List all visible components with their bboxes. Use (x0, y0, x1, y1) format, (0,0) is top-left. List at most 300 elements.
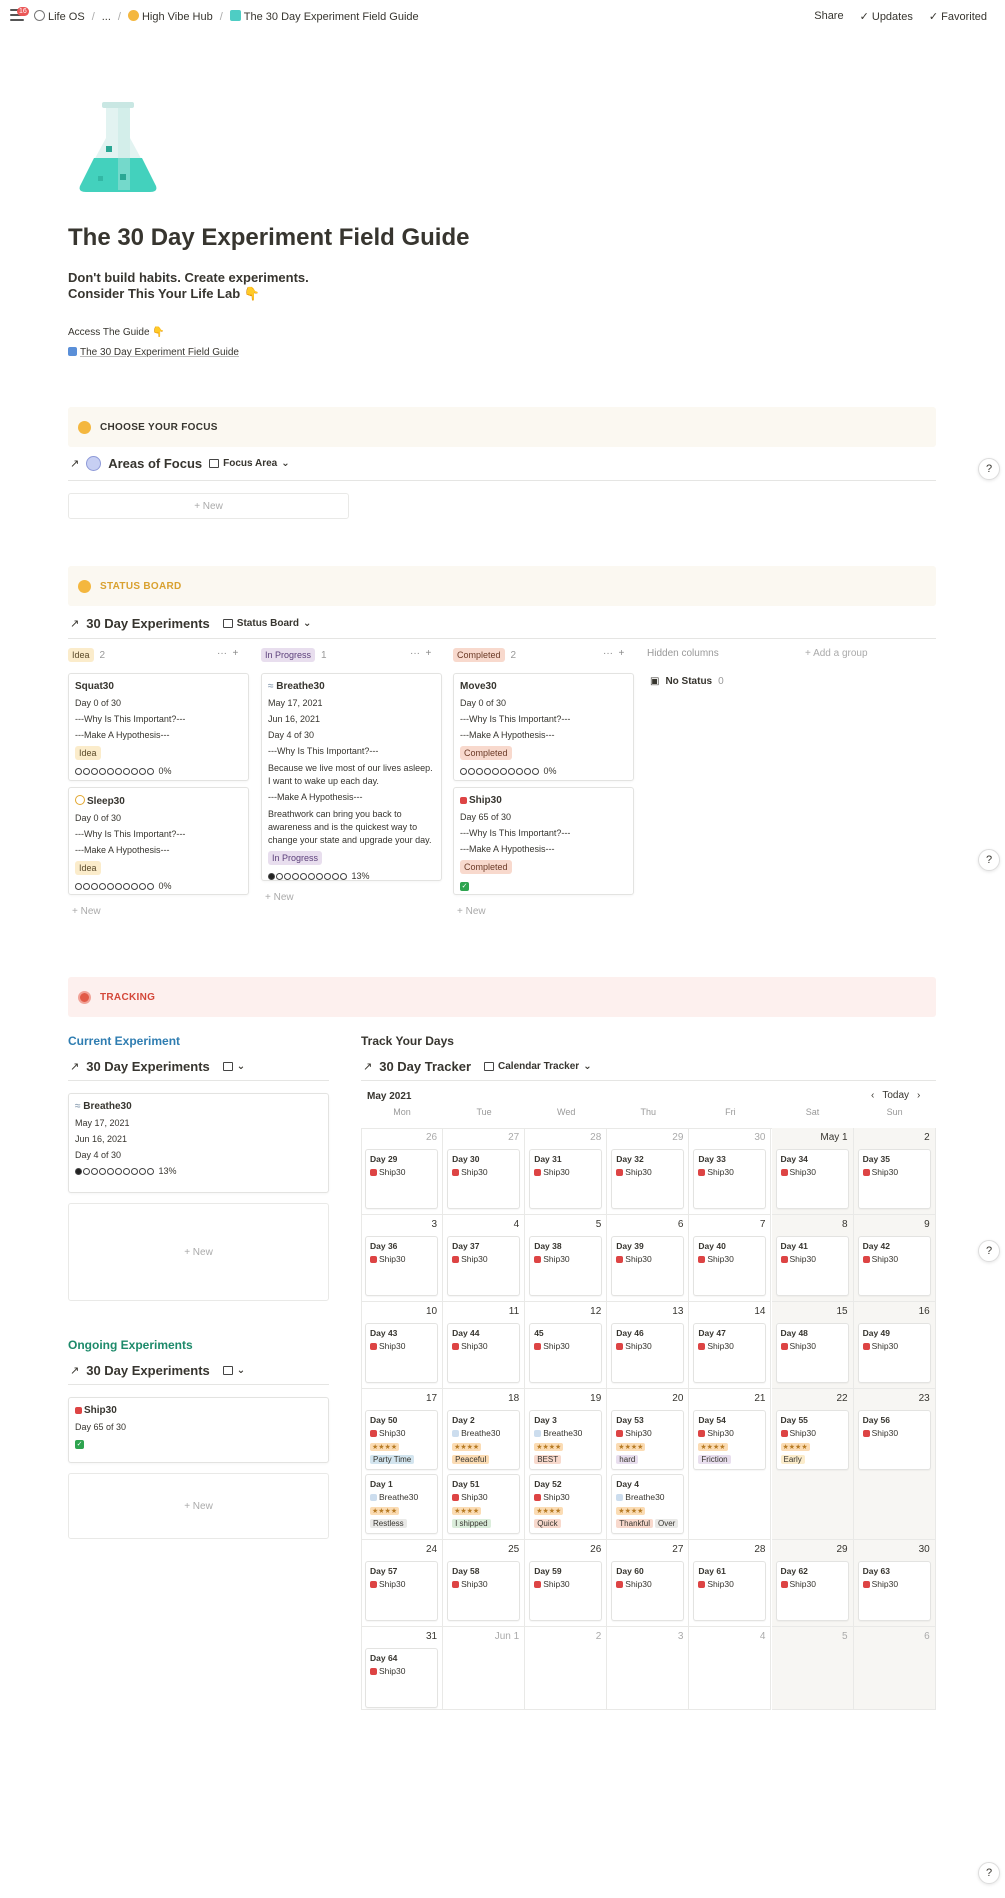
calendar-entry[interactable] (529, 1474, 602, 1534)
calendar-entry[interactable] (365, 1323, 438, 1383)
day-number: 22 (836, 1393, 848, 1404)
calendar-day-cell[interactable] (772, 1540, 854, 1627)
mood-tag: Thankful (616, 1519, 653, 1528)
day-number: 28 (754, 1544, 766, 1555)
track-days-heading: Track Your Days (361, 1034, 454, 1048)
day-number: 3 (431, 1219, 438, 1230)
calendar-entry[interactable] (365, 1474, 438, 1534)
weekday-label: Mon (393, 1107, 411, 1117)
entry-title: Day 48 (780, 1328, 808, 1338)
card-squat30[interactable]: Squat30 Day 0 of 30 ---Why Is This Important?--- ---Make A Hypothesis--- Idea 0% (68, 673, 249, 781)
inbox-icon: ▣ (650, 676, 660, 687)
card-sleep30[interactable]: Sleep30 Day 0 of 30 ---Why Is This Important?--- ---Make A Hypothesis--- Idea 0% (68, 787, 249, 895)
entry-experiment: Ship30 (789, 1579, 816, 1589)
group-progress-actions[interactable]: ··· + (410, 648, 432, 659)
calendar-day-cell[interactable] (854, 1215, 936, 1302)
help-button[interactable]: ? (978, 458, 1000, 480)
guide-link[interactable]: The 30 Day Experiment Field Guide (68, 347, 239, 358)
day-number: 6 (924, 1631, 930, 1642)
ship-icon (863, 1581, 870, 1588)
calendar-day-cell[interactable] (361, 1627, 443, 1710)
calendar-entry[interactable] (776, 1236, 849, 1296)
current-experiment-heading: Current Experiment (68, 1034, 181, 1048)
calendar-entry[interactable] (858, 1410, 931, 1470)
day-number: 8 (842, 1219, 848, 1230)
rating-stars: ★★★★ (372, 1444, 398, 1451)
calendar-day-cell[interactable] (689, 1540, 771, 1627)
calendar-month: May 2021 (367, 1091, 412, 1102)
entry-experiment: Ship30 (461, 1579, 488, 1589)
day-number: 17 (425, 1393, 438, 1404)
breadcrumb-life-os[interactable]: Life OS (34, 10, 85, 23)
calendar-day-cell[interactable] (772, 1389, 854, 1540)
entry-title: Day 1 (370, 1479, 393, 1489)
hidden-columns-label: Hidden columns (647, 648, 719, 659)
entry-experiment: Ship30 (871, 1428, 899, 1438)
chevron-down-icon: ⌄ (236, 1061, 246, 1072)
day-number: 7 (759, 1219, 766, 1230)
entry-title: Day 41 (780, 1241, 808, 1251)
arrow-icon[interactable]: ↗ (70, 1365, 80, 1377)
card-move30[interactable]: Move30 Day 0 of 30 ---Why Is This Important?--- ---Make A Hypothesis--- Completed 0% (453, 673, 634, 781)
access-text: Access The Guide 👇 (68, 327, 165, 338)
calendar-entry[interactable] (693, 1236, 766, 1296)
ship-icon (75, 1407, 82, 1414)
day-number: 12 (590, 1306, 602, 1317)
entry-experiment: Ship30 (871, 1341, 899, 1351)
ship-icon (370, 1668, 377, 1675)
ship-icon (781, 1169, 788, 1176)
favorite-button[interactable]: ✓ Favorited (928, 11, 987, 23)
target-icon (86, 456, 101, 471)
arrow-icon[interactable]: ↗ (70, 458, 80, 470)
ship-icon (863, 1256, 870, 1263)
help-button[interactable]: ? (978, 1240, 1000, 1262)
day-number: 30 (754, 1132, 766, 1143)
weekday-label: Sun (886, 1107, 903, 1117)
day-number: 27 (508, 1132, 520, 1143)
group-progress-header[interactable]: In Progress 1 (261, 648, 327, 662)
arrow-icon[interactable]: ↗ (70, 1061, 80, 1073)
entry-title: Day 62 (780, 1566, 808, 1576)
group-completed-actions[interactable]: ··· + (603, 648, 625, 659)
calendar-day-cell[interactable] (772, 1215, 854, 1302)
calendar-entry[interactable] (447, 1323, 520, 1383)
calendar-day-cell[interactable] (689, 1128, 771, 1215)
current-card-breathe30[interactable]: ≈ Breathe30 May 17, 2021 Jun 16, 2021 Day 4 of 30 13% (68, 1093, 329, 1193)
calendar-entry[interactable] (447, 1410, 520, 1470)
entry-title: Day 29 (370, 1154, 398, 1164)
entry-title: Day 30 (452, 1154, 480, 1164)
entry-title: Day 49 (862, 1328, 891, 1338)
entry-title: Day 64 (370, 1653, 398, 1663)
calendar-entry[interactable] (447, 1561, 520, 1621)
help-button[interactable]: ? (978, 849, 1000, 871)
add-group-button[interactable]: + Add a group (805, 648, 868, 659)
calendar-day-cell[interactable] (772, 1302, 854, 1389)
calendar-day-cell[interactable] (689, 1302, 771, 1389)
ship-icon (452, 1494, 459, 1501)
calendar-day-cell[interactable] (525, 1128, 607, 1215)
ship-icon (460, 797, 467, 804)
day-number: 14 (754, 1306, 766, 1317)
rating-stars: ★★★★ (700, 1444, 726, 1451)
ship-icon (452, 1256, 459, 1263)
calendar-entry[interactable] (365, 1561, 438, 1621)
entry-title: Day 53 (616, 1415, 644, 1425)
calendar-day-cell[interactable] (607, 1302, 689, 1389)
rating-stars: ★★★★ (618, 1444, 644, 1451)
entry-title: Day 55 (780, 1415, 808, 1425)
calendar-entry[interactable] (529, 1561, 602, 1621)
entry-experiment: Ship30 (543, 1254, 570, 1264)
entry-title: Day 47 (698, 1328, 726, 1338)
idea-new-button[interactable]: + New (72, 906, 101, 917)
flask-icon[interactable] (76, 102, 160, 194)
rating-stars: ★★★★ (618, 1508, 644, 1515)
breadcrumb-high-vibe-hub[interactable]: High Vibe Hub (128, 10, 213, 23)
chevron-left-icon[interactable]: ‹ (871, 1090, 875, 1101)
entry-experiment: Ship30 (625, 1579, 652, 1589)
day-number: Jun 1 (494, 1631, 520, 1642)
mood-tag: Early (781, 1455, 805, 1464)
ship-icon (534, 1343, 541, 1350)
day-number: 4 (513, 1219, 520, 1230)
day-number: 26 (590, 1544, 602, 1555)
calendar-day-cell[interactable] (525, 1215, 607, 1302)
calendar-day-cell[interactable] (443, 1215, 525, 1302)
day-number: 19 (590, 1393, 602, 1404)
calendar-entry[interactable] (447, 1236, 520, 1296)
chevron-right-icon[interactable]: › (917, 1090, 921, 1101)
ongoing-view-header (70, 1363, 245, 1378)
calendar-entry[interactable] (858, 1561, 931, 1621)
divider (68, 480, 936, 481)
calendar-day-cell[interactable] (689, 1215, 771, 1302)
calendar-entry[interactable] (858, 1149, 931, 1209)
completed-tag: Completed (453, 648, 505, 662)
page-title: The 30 Day Experiment Field Guide (68, 224, 470, 251)
calendar-day-cell[interactable] (361, 1128, 443, 1215)
gallery-icon (223, 1366, 233, 1375)
ship-icon (370, 1430, 377, 1437)
ongoing-new-button[interactable]: + New (68, 1473, 329, 1539)
card-breathe30[interactable]: ≈ Breathe30 May 17, 2021 Jun 16, 2021 Day 4 of 30 ---Why Is This Important?--- Because we live most of our lives asleep. I want to wake up each day. ---Make A Hypothesis--- Breathwork can bring you back to awareness and is the quickest way to change your state and upgrade your day. In Progress 13% (261, 673, 442, 881)
notification-badge: 16 (19, 8, 27, 15)
entry-title: Day 61 (698, 1566, 726, 1576)
entry-title: Day 38 (534, 1241, 562, 1251)
calendar-icon (484, 1062, 494, 1071)
mood-tag: Peaceful (452, 1455, 489, 1464)
entry-title: Day 59 (534, 1566, 562, 1576)
calendar-day-cell[interactable] (854, 1627, 936, 1710)
calendar-day-cell[interactable] (607, 1540, 689, 1627)
calendar-entry[interactable] (365, 1236, 438, 1296)
calendar-day-cell[interactable] (772, 1627, 854, 1710)
wind-icon: ≈ (75, 1101, 84, 1112)
current-view-selector[interactable] (223, 1061, 245, 1072)
entry-experiment: Ship30 (379, 1428, 406, 1438)
entry-title: Day 34 (780, 1154, 808, 1164)
calendar-entry[interactable] (693, 1323, 766, 1383)
entry-experiment: Ship30 (871, 1579, 899, 1589)
rating-stars: ★★★★ (372, 1508, 398, 1515)
entry-experiment: Ship30 (625, 1341, 652, 1351)
focus-new-button[interactable]: + New (68, 493, 349, 519)
entry-experiment: Ship30 (789, 1167, 816, 1177)
entry-experiment: Ship30 (461, 1254, 488, 1264)
calendar-view-title[interactable]: 30 Day Tracker (379, 1059, 472, 1074)
entry-experiment: Ship30 (707, 1167, 734, 1177)
day-number: 21 (754, 1393, 766, 1404)
day-number: 10 (425, 1306, 438, 1317)
ship-icon (698, 1256, 705, 1263)
chevron-down-icon: ⌄ (583, 1061, 592, 1072)
in-progress-tag: In Progress (261, 648, 315, 662)
check-icon: ✓ (928, 11, 942, 23)
current-view-title[interactable]: 30 Day Experiments (86, 1059, 210, 1074)
calendar-entry[interactable] (529, 1323, 602, 1383)
entry-experiment: Ship30 (871, 1254, 899, 1264)
idea-tag: Idea (68, 648, 94, 662)
calendar-entry[interactable] (447, 1474, 520, 1534)
mood-tag: I shipped (452, 1519, 490, 1528)
flask-icon (230, 10, 241, 21)
divider (361, 1080, 936, 1081)
ship-icon (698, 1169, 705, 1176)
calendar-entry[interactable] (529, 1410, 602, 1470)
ship-icon (370, 1581, 377, 1588)
calendar-day-cell[interactable] (854, 1302, 936, 1389)
calendar-day-cell[interactable] (607, 1627, 689, 1710)
calendar-day-cell[interactable] (443, 1540, 525, 1627)
entry-experiment: Breathe30 (461, 1428, 501, 1438)
ship-icon (781, 1581, 788, 1588)
day-number: 15 (836, 1306, 848, 1317)
status-view-selector[interactable]: Status Board ⌄ (223, 618, 312, 629)
mood-tag: Quick (534, 1519, 560, 1528)
calendar-day-cell[interactable] (854, 1540, 936, 1627)
calendar-day-cell[interactable] (854, 1389, 936, 1540)
entry-experiment: Ship30 (789, 1254, 816, 1264)
breadcrumb-ellipsis[interactable]: ... (101, 10, 111, 23)
entry-title: Day 57 (370, 1566, 398, 1576)
ship-icon (863, 1169, 870, 1176)
ship-icon (781, 1430, 788, 1437)
rating-stars: ★★★★ (536, 1508, 562, 1515)
group-completed-header[interactable]: Completed 2 (453, 648, 516, 662)
calendar-day-cell[interactable] (525, 1389, 607, 1540)
calendar-entry[interactable] (365, 1648, 438, 1708)
chevron-down-icon: ⌄ (303, 618, 312, 629)
arrow-icon[interactable]: ↗ (70, 618, 80, 630)
calendar-day-cell[interactable] (854, 1128, 936, 1215)
calendar-entry[interactable] (611, 1323, 684, 1383)
calendar-day-cell[interactable] (607, 1128, 689, 1215)
entry-experiment: Ship30 (789, 1428, 816, 1438)
calendar-day-cell[interactable] (689, 1389, 771, 1540)
entry-title: Day 42 (862, 1241, 891, 1251)
day-number: 9 (924, 1219, 930, 1230)
calendar-nav (871, 1090, 920, 1101)
day-number: 26 (425, 1132, 438, 1143)
entry-experiment: Ship30 (707, 1341, 734, 1351)
entry-title: Day 36 (370, 1241, 398, 1251)
arrow-icon[interactable]: ↗ (363, 1061, 373, 1073)
focus-view-selector[interactable]: Focus Area ⌄ (209, 458, 289, 469)
table-icon (209, 459, 219, 468)
entry-experiment: Ship30 (707, 1579, 734, 1589)
entry-title: Day 54 (698, 1415, 726, 1425)
group-idea-actions[interactable]: ··· + (217, 648, 239, 659)
calendar-day-cell[interactable] (772, 1128, 854, 1215)
card-ship30[interactable]: Ship30 Day 65 of 30 ---Why Is This Important?--- ---Make A Hypothesis--- Completed ✓ (453, 787, 634, 895)
progress-bar: 13% (75, 1166, 322, 1176)
current-new-button[interactable]: + New (68, 1203, 329, 1301)
day-number: 29 (672, 1132, 684, 1143)
calendar-day-cell[interactable] (361, 1540, 443, 1627)
calendar-entry[interactable] (611, 1149, 684, 1209)
ship-icon (616, 1169, 623, 1176)
calendar-entry[interactable] (365, 1410, 438, 1470)
ship-icon (452, 1343, 459, 1350)
day-number: 3 (677, 1631, 684, 1642)
ship-icon (534, 1581, 541, 1588)
calendar-day-cell[interactable] (361, 1389, 443, 1540)
calendar-day-cell[interactable] (607, 1389, 689, 1540)
calendar-day-cell[interactable] (361, 1215, 443, 1302)
calendar-day-cell[interactable] (443, 1389, 525, 1540)
ship-icon (616, 1256, 623, 1263)
group-idea-header[interactable]: Idea 2 (68, 648, 105, 662)
calendar-entry[interactable] (529, 1236, 602, 1296)
completed-new-button[interactable]: + New (457, 906, 486, 917)
entry-title: Day 60 (616, 1566, 644, 1576)
calendar-view-selector[interactable]: Calendar Tracker ⌄ (484, 1061, 592, 1072)
day-number: 25 (508, 1544, 520, 1555)
focus-view-title[interactable]: Areas of Focus (108, 456, 203, 471)
wind-icon (452, 1430, 459, 1437)
completed-tag: Completed (460, 860, 512, 874)
ongoing-view-selector[interactable] (223, 1365, 245, 1376)
entry-experiment: Ship30 (379, 1579, 406, 1589)
entry-experiment: Ship30 (543, 1579, 570, 1589)
calendar-entry[interactable] (611, 1410, 684, 1470)
weekday-label: Wed (557, 1107, 576, 1117)
mood-tag: Over (655, 1519, 678, 1528)
calendar-entry[interactable] (858, 1323, 931, 1383)
calendar-day-cell[interactable] (525, 1540, 607, 1627)
ship-icon (616, 1430, 623, 1437)
yellow-circle-icon (78, 421, 91, 434)
entry-experiment: Ship30 (543, 1492, 570, 1502)
calendar-entry[interactable] (858, 1236, 931, 1296)
day-number: 5 (595, 1219, 602, 1230)
entry-experiment: Ship30 (707, 1254, 734, 1264)
completed-tag: Completed (460, 746, 512, 760)
calendar-day-cell[interactable] (525, 1302, 607, 1389)
calendar-entry[interactable] (365, 1149, 438, 1209)
calendar-entry[interactable] (447, 1149, 520, 1209)
ship-icon (616, 1581, 623, 1588)
check-icon: ✓ (859, 11, 872, 23)
entry-experiment: Ship30 (789, 1341, 816, 1351)
updates-button[interactable]: ✓ Updates (859, 11, 913, 23)
moon-icon (75, 795, 85, 805)
ship-icon (698, 1581, 705, 1588)
progress-bar: 0% (75, 766, 242, 776)
help-button[interactable]: ? (978, 1862, 1000, 1884)
day-number: 27 (672, 1544, 684, 1555)
entry-experiment: Ship30 (625, 1167, 652, 1177)
calendar-day-cell[interactable] (689, 1627, 771, 1710)
ship-icon (698, 1430, 705, 1437)
progress-new-button[interactable]: + New (265, 892, 294, 903)
calendar-day-cell[interactable] (607, 1215, 689, 1302)
ongoing-card-ship30[interactable]: Ship30 Day 65 of 30 ✓ (68, 1397, 329, 1463)
share-button[interactable]: Share (814, 10, 844, 22)
calendar-day-cell[interactable] (361, 1302, 443, 1389)
entry-experiment: Ship30 (543, 1167, 570, 1177)
calendar-day-cell[interactable] (443, 1627, 525, 1710)
status-view-title[interactable]: 30 Day Experiments (86, 616, 210, 631)
ship-icon (534, 1494, 541, 1501)
entry-title: Day 51 (452, 1479, 480, 1489)
no-status-group[interactable]: ▣ No Status 0 (650, 676, 724, 687)
ship-icon (863, 1430, 870, 1437)
red-circle-icon (78, 991, 91, 1004)
breadcrumb: Life OS / ... / High Vibe Hub / The 30 Day Experiment Field Guide (34, 10, 419, 23)
calendar-day-cell[interactable] (443, 1302, 525, 1389)
calendar-entry[interactable] (611, 1236, 684, 1296)
gallery-icon (223, 1062, 233, 1071)
calendar-entry[interactable] (529, 1149, 602, 1209)
calendar-entry[interactable] (776, 1410, 849, 1470)
wind-icon (370, 1494, 377, 1501)
idea-tag: Idea (75, 746, 101, 760)
calendar-entry[interactable] (611, 1561, 684, 1621)
ongoing-view-title[interactable]: 30 Day Experiments (86, 1363, 210, 1378)
board-icon (223, 619, 233, 628)
progress-bar: 13% (268, 871, 435, 881)
calendar-entry[interactable] (776, 1323, 849, 1383)
rating-stars: ★★★★ (536, 1444, 562, 1451)
checkbox-checked-icon: ✓ (76, 1441, 83, 1448)
today-button[interactable]: Today (882, 1090, 910, 1101)
breadcrumb-current-page[interactable]: The 30 Day Experiment Field Guide (230, 10, 419, 23)
calendar-entry[interactable] (776, 1149, 849, 1209)
calendar-entry[interactable] (611, 1474, 684, 1534)
day-number: 24 (425, 1544, 438, 1555)
in-progress-tag: In Progress (268, 851, 322, 865)
divider (68, 638, 936, 639)
entry-experiment: Ship30 (871, 1167, 899, 1177)
day-number: 18 (508, 1393, 520, 1404)
calendar-entry[interactable] (693, 1149, 766, 1209)
day-number: 30 (918, 1544, 930, 1555)
entry-title: Day 44 (452, 1328, 480, 1338)
calendar-entry[interactable] (693, 1561, 766, 1621)
day-number: 11 (508, 1306, 520, 1317)
day-number: 4 (759, 1631, 766, 1642)
day-number: May 1 (820, 1132, 848, 1143)
calendar-entry[interactable] (693, 1410, 766, 1470)
day-number: 16 (918, 1306, 930, 1317)
calendar-day-cell[interactable] (525, 1627, 607, 1710)
calendar-day-cell[interactable] (443, 1128, 525, 1215)
calendar-entry[interactable] (776, 1561, 849, 1621)
ongoing-experiments-heading: Ongoing Experiments (68, 1338, 193, 1352)
